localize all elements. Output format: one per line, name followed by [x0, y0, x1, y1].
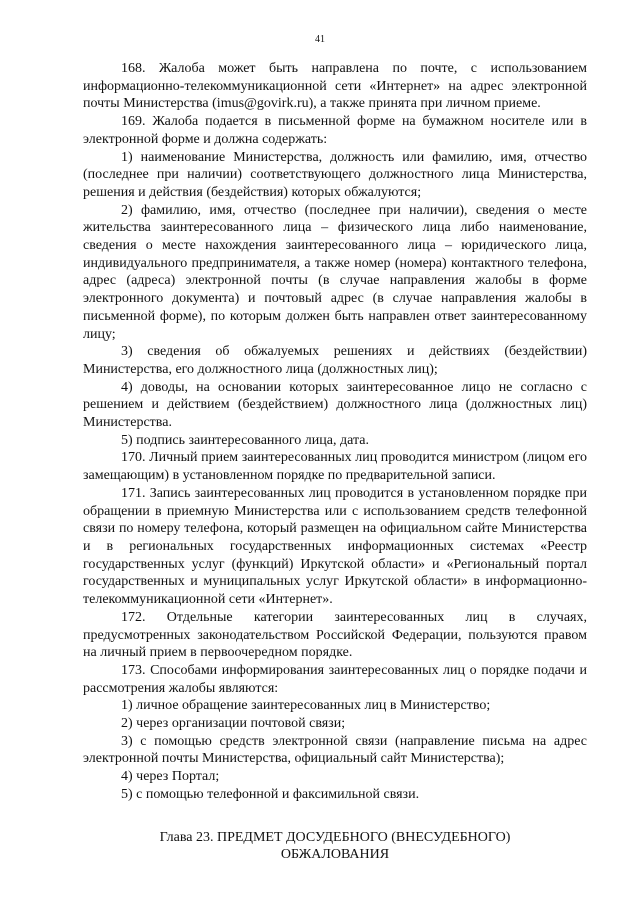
paragraph-173-item-5: 5) с помощью телефонной и факсимильной связи.: [121, 786, 420, 802]
paragraph-168: 168. Жалоба может быть направлена по почте, с использованием информационно-телекоммуникационной сети «Интернет» на адрес электронной почты Министерства (imus@govirk.ru), а также принята при личном приеме.: [83, 61, 587, 112]
paragraph-169-item-2: 2) фамилию, имя, отчество (последнее при наличии), сведения о месте жительства заинтересованного лица – физического лица либо наименование, сведения о месте нахождения заинтересованного лица – юридического лица, индивидуального предпринимателя, а также номер (номера) контактного телефона, адрес (адреса) электронной почты (в случае направления жалобы в форме электронного документа) и почтовый адрес (в случае направления жалобы в письменной форме), по которым должен быть направлен ответ заинтересованному лицу;: [83, 202, 587, 342]
chapter-heading-line-2: ОБЖАЛОВАНИЯ: [280, 847, 390, 863]
paragraph-173-item-1: 1) личное обращение заинтересованных лиц в Министерство;: [121, 698, 491, 714]
chapter-heading-line-1: Глава 23. ПРЕДМЕТ ДОСУДЕБНОГО (ВНЕСУДЕБНОГО): [159, 829, 511, 845]
paragraph-169-item-1: 1) наименование Министерства, должность или фамилию, имя, отчество (последнее при наличии) соответствующего должностного лица Министерства, решения и действия (бездействия) которых обжалуются;: [83, 149, 587, 200]
paragraph-173-item-4: 4) через Портал;: [121, 769, 220, 785]
paragraph-169: 169. Жалоба подается в письменной форме на бумажном носителе или в электронной форме и должна содержать:: [83, 114, 587, 147]
page-number: 41: [315, 34, 325, 45]
chapter-heading: [83, 829, 587, 864]
paragraph-169-item-5: 5) подпись заинтересованного лица, дата.: [121, 432, 369, 448]
paragraph-173-item-2: 2) через организации почтовой связи;: [121, 716, 346, 732]
paragraph-173-item-3: 3) с помощью средств электронной связи (направление письма на адрес электронной почты Министерства, официальный сайт Министерства);: [83, 733, 587, 767]
document-body: [83, 60, 587, 864]
paragraph-170: 170. Личный прием заинтересованных лиц проводится министром (лицом его замещающим) в установленном порядке по предварительной записи.: [83, 450, 587, 484]
paragraph-173: 173. Способами информирования заинтересованных лиц о порядке подачи и рассмотрения жалобы являются:: [83, 662, 587, 696]
paragraph-169-item-3: 3) сведения об обжалуемых решениях и действиях (бездействии) Министерства, его должностного лица (должностных лиц);: [83, 344, 587, 377]
paragraph-172: 172. Отдельные категории заинтересованных лиц в случаях, предусмотренных законодательством Российской Федерации, пользуются правом на личный прием в первоочередном порядке.: [83, 609, 587, 661]
paragraph-169-item-4: 4) доводы, на основании которых заинтересованное лицо не согласно с решением и действием (бездействием) должностного лица (должностных лиц) Министерства.: [83, 379, 587, 431]
paragraph-171: 171. Запись заинтересованных лиц проводится в установленном порядке при обращении в приемную Министерства или с использованием средств телефонной связи по номеру телефона, который размещен на официальном сайте Министерства и в региональных государственных информационных системах «Реестр государственных услуг (функций) Иркутской области» и «Региональный портал государственных и муниципальных услуг Иркутской области» в информационно-телекоммуникационной сети «Интернет».: [83, 485, 587, 608]
